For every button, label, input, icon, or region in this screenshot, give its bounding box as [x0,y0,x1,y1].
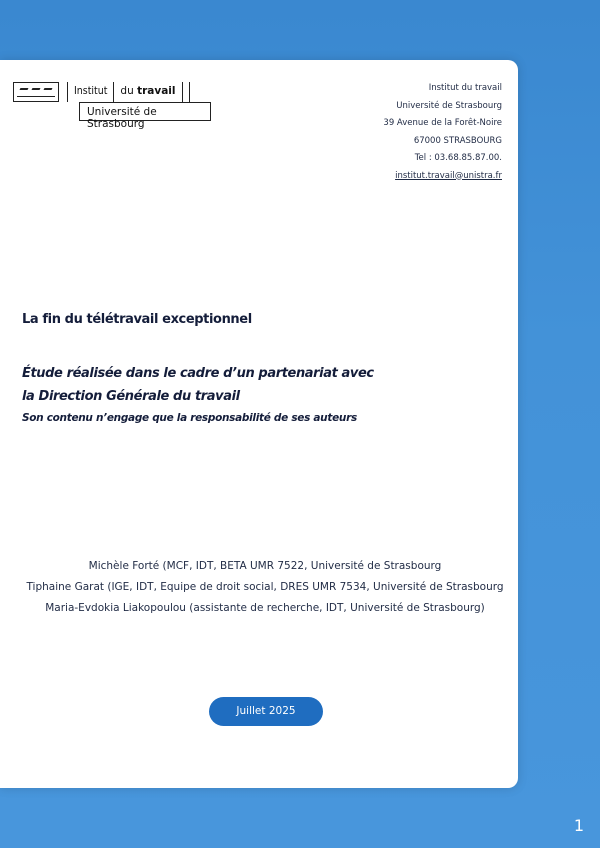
document-subtitle [22,362,374,408]
address-line: Institut du travail [428,83,502,93]
address-line: 67000 STRASBOURG [413,135,502,146]
document-title: La fin du télétravail exceptionnel [22,312,252,327]
authors-list [0,556,530,619]
subtitle-line: Étude réalisée dans le cadre d’un partenariat avec [22,366,374,381]
address-phone: Tel : 03.68.85.87.00. [414,153,502,163]
logo-mark-icon [13,82,58,102]
date-badge: Juillet 2025 [209,697,323,726]
author-line: Michèle Forté (MCF, IDT, BETA UMR 7522, Université de Strasbourg [88,560,442,572]
logo-name-institut: Institut [68,82,114,102]
disclaimer: Son contenu n’engage que la responsabilité de ses auteurs [22,412,357,424]
address-line: 39 Avenue de la Forêt-Noire [383,118,502,128]
logo-university: Université de Strasbourg [79,102,211,121]
page-number: 1 [573,816,584,835]
address-line: Université de Strasbourg [396,100,502,111]
logo-separator [58,82,68,102]
document-page [0,60,518,788]
institute-logo [13,82,218,130]
author-line: Maria-Evdokia Liakopoulou (assistante de recherche, IDT, Université de Strasbourg) [45,602,485,614]
address-email-link[interactable]: institut.travail@unistra.fr [395,170,502,181]
logo-end-bar [183,82,190,102]
subtitle-line: la Direction Générale du travail [22,389,240,404]
address-block [383,80,502,185]
logo-name-travail: du travail [114,82,182,102]
author-line: Tiphaine Garat (IGE, IDT, Equipe de droit social, DRES UMR 7534, Université de Strasbourg [26,581,504,593]
